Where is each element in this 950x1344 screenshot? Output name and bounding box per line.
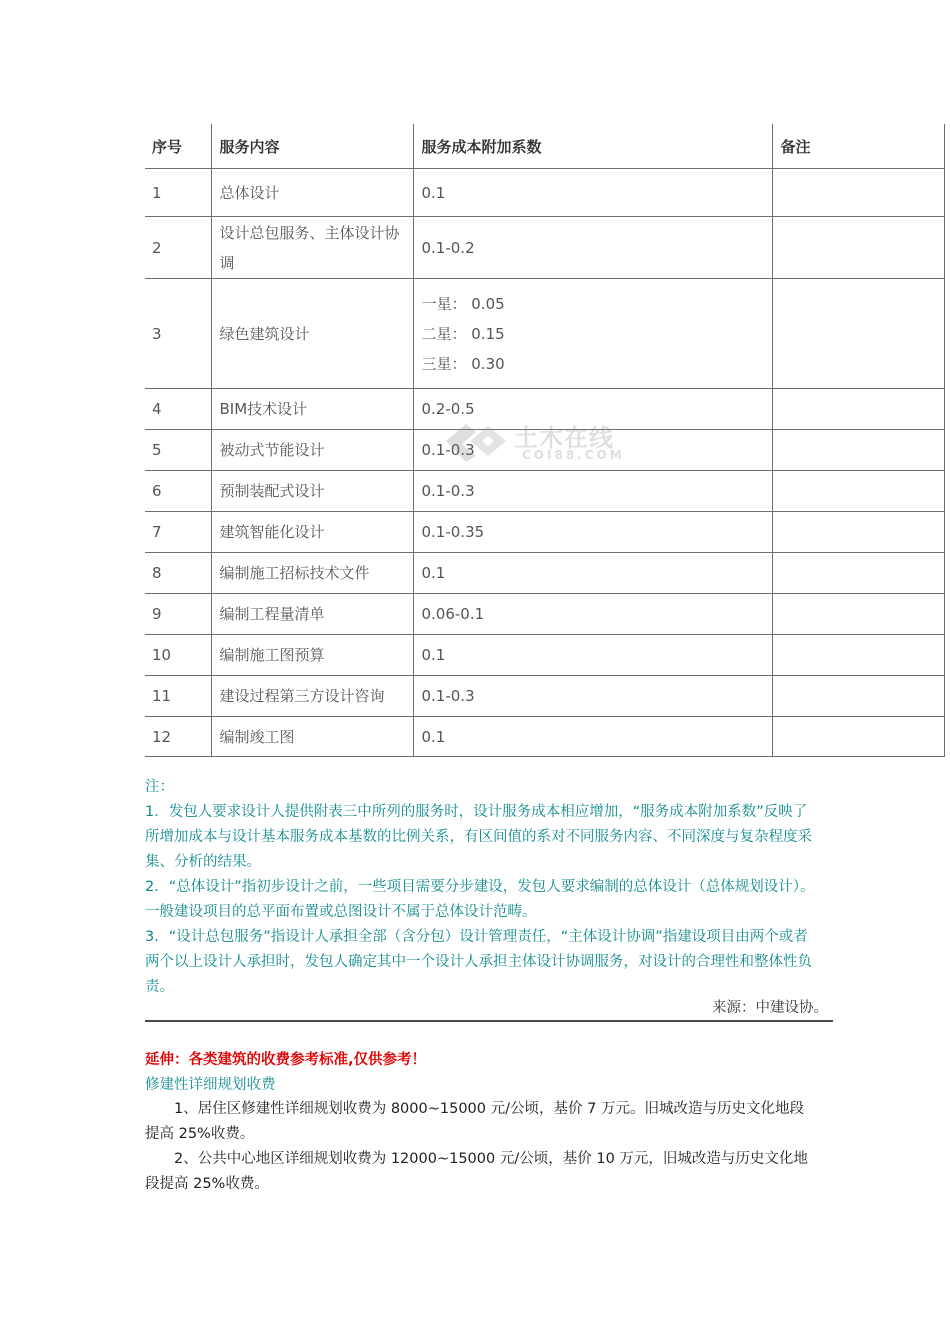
table-row [145,471,944,512]
table-row [145,217,944,279]
watermark-text: 土木在线 [514,424,614,452]
row-remark [772,512,944,553]
row-remark [772,471,944,512]
row-service: 预制装配式设计 [211,471,413,512]
header-service: 服务内容 [211,124,413,169]
row-service: 建设过程第三方设计咨询 [211,676,413,717]
note-item-2: 2．“总体设计”指初步设计之前，一些项目需要分步建设，发包人要求编制的总体设计（总体规划设计）。一般建设项目的总平面布置或总图设计不属于总体设计范畴。 [145,879,815,920]
coefficient-line: 0.1 [421,727,446,746]
coefficient-line: 三星： 0.30 [421,354,505,373]
row-service: 绿色建筑设计 [211,279,413,389]
extension-subtitle: 修建性详细规划收费 [145,1077,276,1093]
header-no: 序号 [145,124,211,169]
table-row [145,169,944,217]
table-row [145,512,944,553]
coefficient-line: 0.1 [421,183,446,202]
extension-body [145,1097,815,1197]
coefficient-line: 0.1-0.35 [421,523,485,541]
row-coefficient [413,471,772,512]
row-remark [772,594,944,635]
row-number: 4 [145,389,211,430]
coefficient-line: 二星： 0.15 [421,324,505,343]
header-remark: 备注 [772,124,944,169]
row-number: 6 [145,471,211,512]
row-coefficient [413,169,772,217]
row-remark [772,430,944,471]
coefficient-line: 0.06-0.1 [421,605,485,623]
extension-title: 延伸：各类建筑的收费参考标准,仅供参考！ [145,1052,427,1068]
extension-paragraph-2: 2、公共中心地区详细规划收费为 12000~15000 元/公顷，基价 10 万元，旧城改造与历史文化地段提高 25%收费。 [145,1151,808,1192]
row-number: 2 [145,217,211,279]
watermark-subtext: COI88.COM [522,448,625,462]
coefficient-line: 0.1-0.3 [421,441,475,459]
watermark [440,416,660,466]
row-coefficient [413,217,772,279]
row-coefficient [413,594,772,635]
row-number: 11 [145,676,211,717]
row-coefficient [413,717,772,757]
table-row [145,717,944,757]
table-row [145,676,944,717]
table-row [145,635,944,676]
coefficient-line: 0.1-0.3 [421,482,475,500]
row-number: 9 [145,594,211,635]
row-number: 10 [145,635,211,676]
row-service: 编制施工图预算 [211,635,413,676]
coefficient-line: 0.1 [421,646,446,664]
row-remark [772,635,944,676]
extension-paragraph-1: 1、居住区修建性详细规划收费为 8000~15000 元/公顷，基价 7 万元。旧城改造与历史文化地段提高 25%收费。 [145,1101,804,1142]
coefficient-line: 0.2-0.5 [421,400,475,418]
row-service: BIM技术设计 [211,389,413,430]
row-coefficient [413,512,772,553]
row-remark [772,717,944,757]
row-number: 12 [145,717,211,757]
notes-section [145,775,820,1000]
row-service: 设计总包服务、主体设计协调 [211,217,413,279]
table-row [145,553,944,594]
notes-heading: 注： [145,779,174,795]
row-remark [772,676,944,717]
row-number: 3 [145,279,211,389]
note-item-3: 3．“设计总包服务”指设计人承担全部（含分包）设计管理责任，“主体设计协调”指建设项目由两个或者两个以上设计人承担时，发包人确定其中一个设计人承担主体设计协调服务，对设计的合理性和整体性负责。 [145,929,812,995]
table-header-row [145,124,944,169]
row-remark [772,217,944,279]
row-service: 建筑智能化设计 [211,512,413,553]
row-number: 8 [145,553,211,594]
coefficient-line: 一星： 0.05 [421,294,505,313]
table-row [145,594,944,635]
coefficient-line: 0.1-0.2 [421,238,475,257]
row-coefficient [413,635,772,676]
row-number: 1 [145,169,211,217]
header-coefficient: 服务成本附加系数 [413,124,772,169]
coefficient-line: 0.1-0.3 [421,687,475,705]
row-coefficient [413,553,772,594]
row-number: 7 [145,512,211,553]
row-service: 编制施工招标技术文件 [211,553,413,594]
row-remark [772,279,944,389]
row-remark [772,553,944,594]
row-number: 5 [145,430,211,471]
source-line: 来源：中建设协。 [712,1000,828,1016]
row-service: 编制工程量清单 [211,594,413,635]
row-service: 被动式节能设计 [211,430,413,471]
coefficient-line: 0.1 [421,564,446,582]
table-row [145,279,944,389]
row-service: 编制竣工图 [211,717,413,757]
row-coefficient [413,676,772,717]
row-remark [772,169,944,217]
watermark-logo-icon [440,416,510,466]
divider [145,1020,833,1022]
note-item-1: 1．发包人要求设计人提供附表三中所列的服务时，设计服务成本相应增加，“服务成本附加系数”反映了所增加成本与设计基本服务成本基数的比例关系，有区间值的系对不同服务内容、不同深度与复杂程度采集、分析的结果。 [145,804,812,870]
row-service: 总体设计 [211,169,413,217]
row-remark [772,389,944,430]
row-coefficient [413,279,772,389]
